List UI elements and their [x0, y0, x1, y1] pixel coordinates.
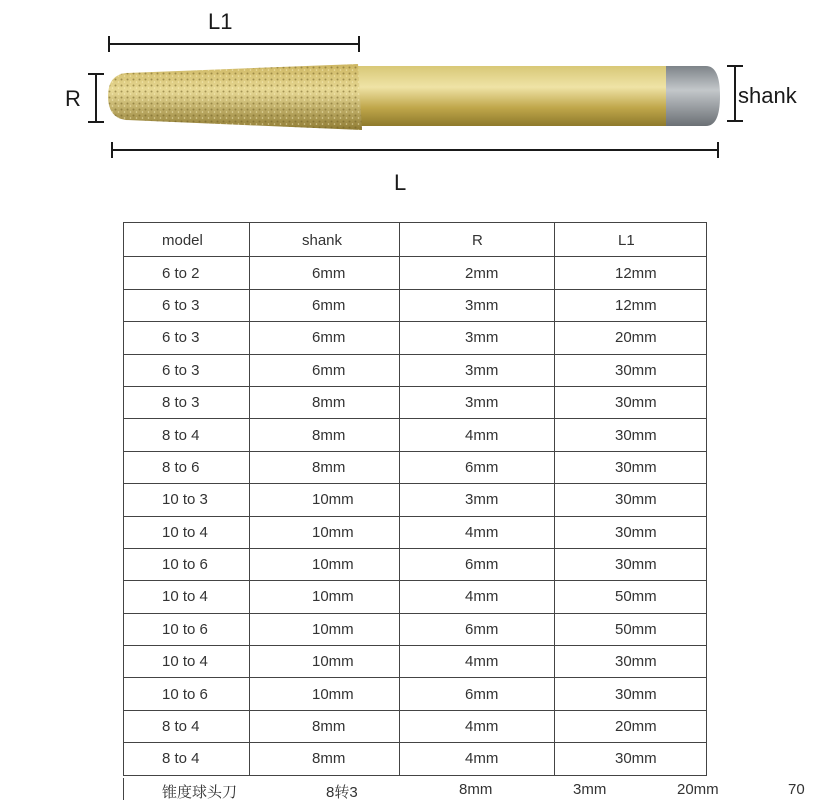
cell-model: 6 to 3	[124, 354, 250, 386]
cell-shank: 10mm	[250, 646, 400, 678]
cell-shank: 10mm	[250, 678, 400, 710]
label-shank: shank	[738, 83, 797, 108]
cell-r: 6mm	[400, 548, 555, 580]
cell-l1: 50mm	[555, 613, 707, 645]
cell-shank: 8mm	[250, 710, 400, 742]
router-bit	[108, 64, 720, 130]
spec-table	[123, 222, 707, 776]
table-row	[124, 678, 707, 710]
cell-r: 4mm	[400, 516, 555, 548]
cell-shank: 8mm	[250, 419, 400, 451]
header-shank: shank	[250, 223, 400, 257]
cell-r: 3mm	[400, 289, 555, 321]
table-row	[124, 322, 707, 354]
table-row	[124, 451, 707, 483]
cell-l1: 30mm	[555, 451, 707, 483]
label-l: L	[394, 170, 407, 195]
dimension-line-l	[112, 142, 718, 158]
cell-l1: 12mm	[555, 289, 707, 321]
cell-model: 10 to 3	[124, 484, 250, 516]
cell-r: 4mm	[400, 646, 555, 678]
cell-model: 10 to 6	[124, 548, 250, 580]
cell-l1: 30mm	[555, 386, 707, 418]
table-header-row	[124, 223, 707, 257]
cell-model: 6 to 3	[124, 322, 250, 354]
cell-l1: 20mm	[555, 322, 707, 354]
table-row	[124, 516, 707, 548]
cell-extra-shank: 8mm	[459, 781, 493, 798]
cell-shank: 10mm	[250, 484, 400, 516]
cell-l1: 30mm	[555, 354, 707, 386]
cell-l1: 30mm	[555, 678, 707, 710]
cell-model: 10 to 4	[124, 581, 250, 613]
cell-model: 8 to 6	[124, 451, 250, 483]
table-row	[124, 354, 707, 386]
cell-model: 8 to 4	[124, 743, 250, 775]
cell-l1: 30mm	[555, 516, 707, 548]
dimension-line-r	[88, 74, 104, 122]
cell-r: 4mm	[400, 743, 555, 775]
cell-model: 8 to 3	[124, 386, 250, 418]
cell-r: 3mm	[400, 484, 555, 516]
cell-shank: 8mm	[250, 386, 400, 418]
cell-extra-r: 3mm	[573, 781, 607, 798]
cell-r: 6mm	[400, 613, 555, 645]
cell-r: 4mm	[400, 419, 555, 451]
cell-l1: 30mm	[555, 646, 707, 678]
cell-model: 6 to 2	[124, 257, 250, 289]
label-r: R	[65, 86, 81, 111]
cell-model: 10 to 6	[124, 678, 250, 710]
cell-l1: 30mm	[555, 548, 707, 580]
cell-shank: 8mm	[250, 743, 400, 775]
table-row	[124, 613, 707, 645]
cell-extra-l1: 20mm	[677, 781, 719, 798]
cell-r: 2mm	[400, 257, 555, 289]
cell-l1: 30mm	[555, 743, 707, 775]
cell-l1: 30mm	[555, 484, 707, 516]
cell-shank: 6mm	[250, 354, 400, 386]
cell-model: 10 to 4	[124, 516, 250, 548]
cell-l1: 30mm	[555, 419, 707, 451]
table-row	[124, 484, 707, 516]
bit-shank	[352, 66, 672, 126]
cell-r: 6mm	[400, 678, 555, 710]
cell-r: 4mm	[400, 581, 555, 613]
cell-r: 6mm	[400, 451, 555, 483]
cell-model: 6 to 3	[124, 289, 250, 321]
cell-model: 8 to 4	[124, 419, 250, 451]
table-row	[124, 548, 707, 580]
cell-r: 4mm	[400, 710, 555, 742]
header-l1: L1	[555, 223, 707, 257]
cell-l1: 12mm	[555, 257, 707, 289]
table-row	[124, 646, 707, 678]
cell-r: 3mm	[400, 354, 555, 386]
cell-shank: 10mm	[250, 516, 400, 548]
table-row	[124, 386, 707, 418]
table-body	[124, 257, 707, 775]
dimension-line-l1	[109, 36, 359, 52]
header-model: model	[124, 223, 250, 257]
cell-extra-model: 8转3	[326, 784, 358, 801]
cell-extra-l: 70	[788, 781, 805, 798]
cell-extra-name: 锥度球头刀	[162, 784, 238, 801]
cell-model: 8 to 4	[124, 710, 250, 742]
cell-l1: 20mm	[555, 710, 707, 742]
cell-r: 3mm	[400, 386, 555, 418]
label-l1: L1	[208, 9, 233, 34]
cell-shank: 8mm	[250, 451, 400, 483]
table-row	[124, 581, 707, 613]
cell-model: 10 to 4	[124, 646, 250, 678]
cell-shank: 6mm	[250, 322, 400, 354]
cell-shank: 10mm	[250, 581, 400, 613]
table-row	[124, 257, 707, 289]
table-row	[124, 743, 707, 775]
cell-r: 3mm	[400, 322, 555, 354]
table-row-extra	[123, 778, 814, 800]
table-row	[124, 419, 707, 451]
table-row	[124, 289, 707, 321]
bit-end-cap	[666, 66, 720, 126]
cell-shank: 6mm	[250, 257, 400, 289]
header-r: R	[400, 223, 555, 257]
cell-shank: 6mm	[250, 289, 400, 321]
cell-l1: 50mm	[555, 581, 707, 613]
table-row	[124, 710, 707, 742]
cell-shank: 10mm	[250, 548, 400, 580]
cell-model: 10 to 6	[124, 613, 250, 645]
cell-shank: 10mm	[250, 613, 400, 645]
